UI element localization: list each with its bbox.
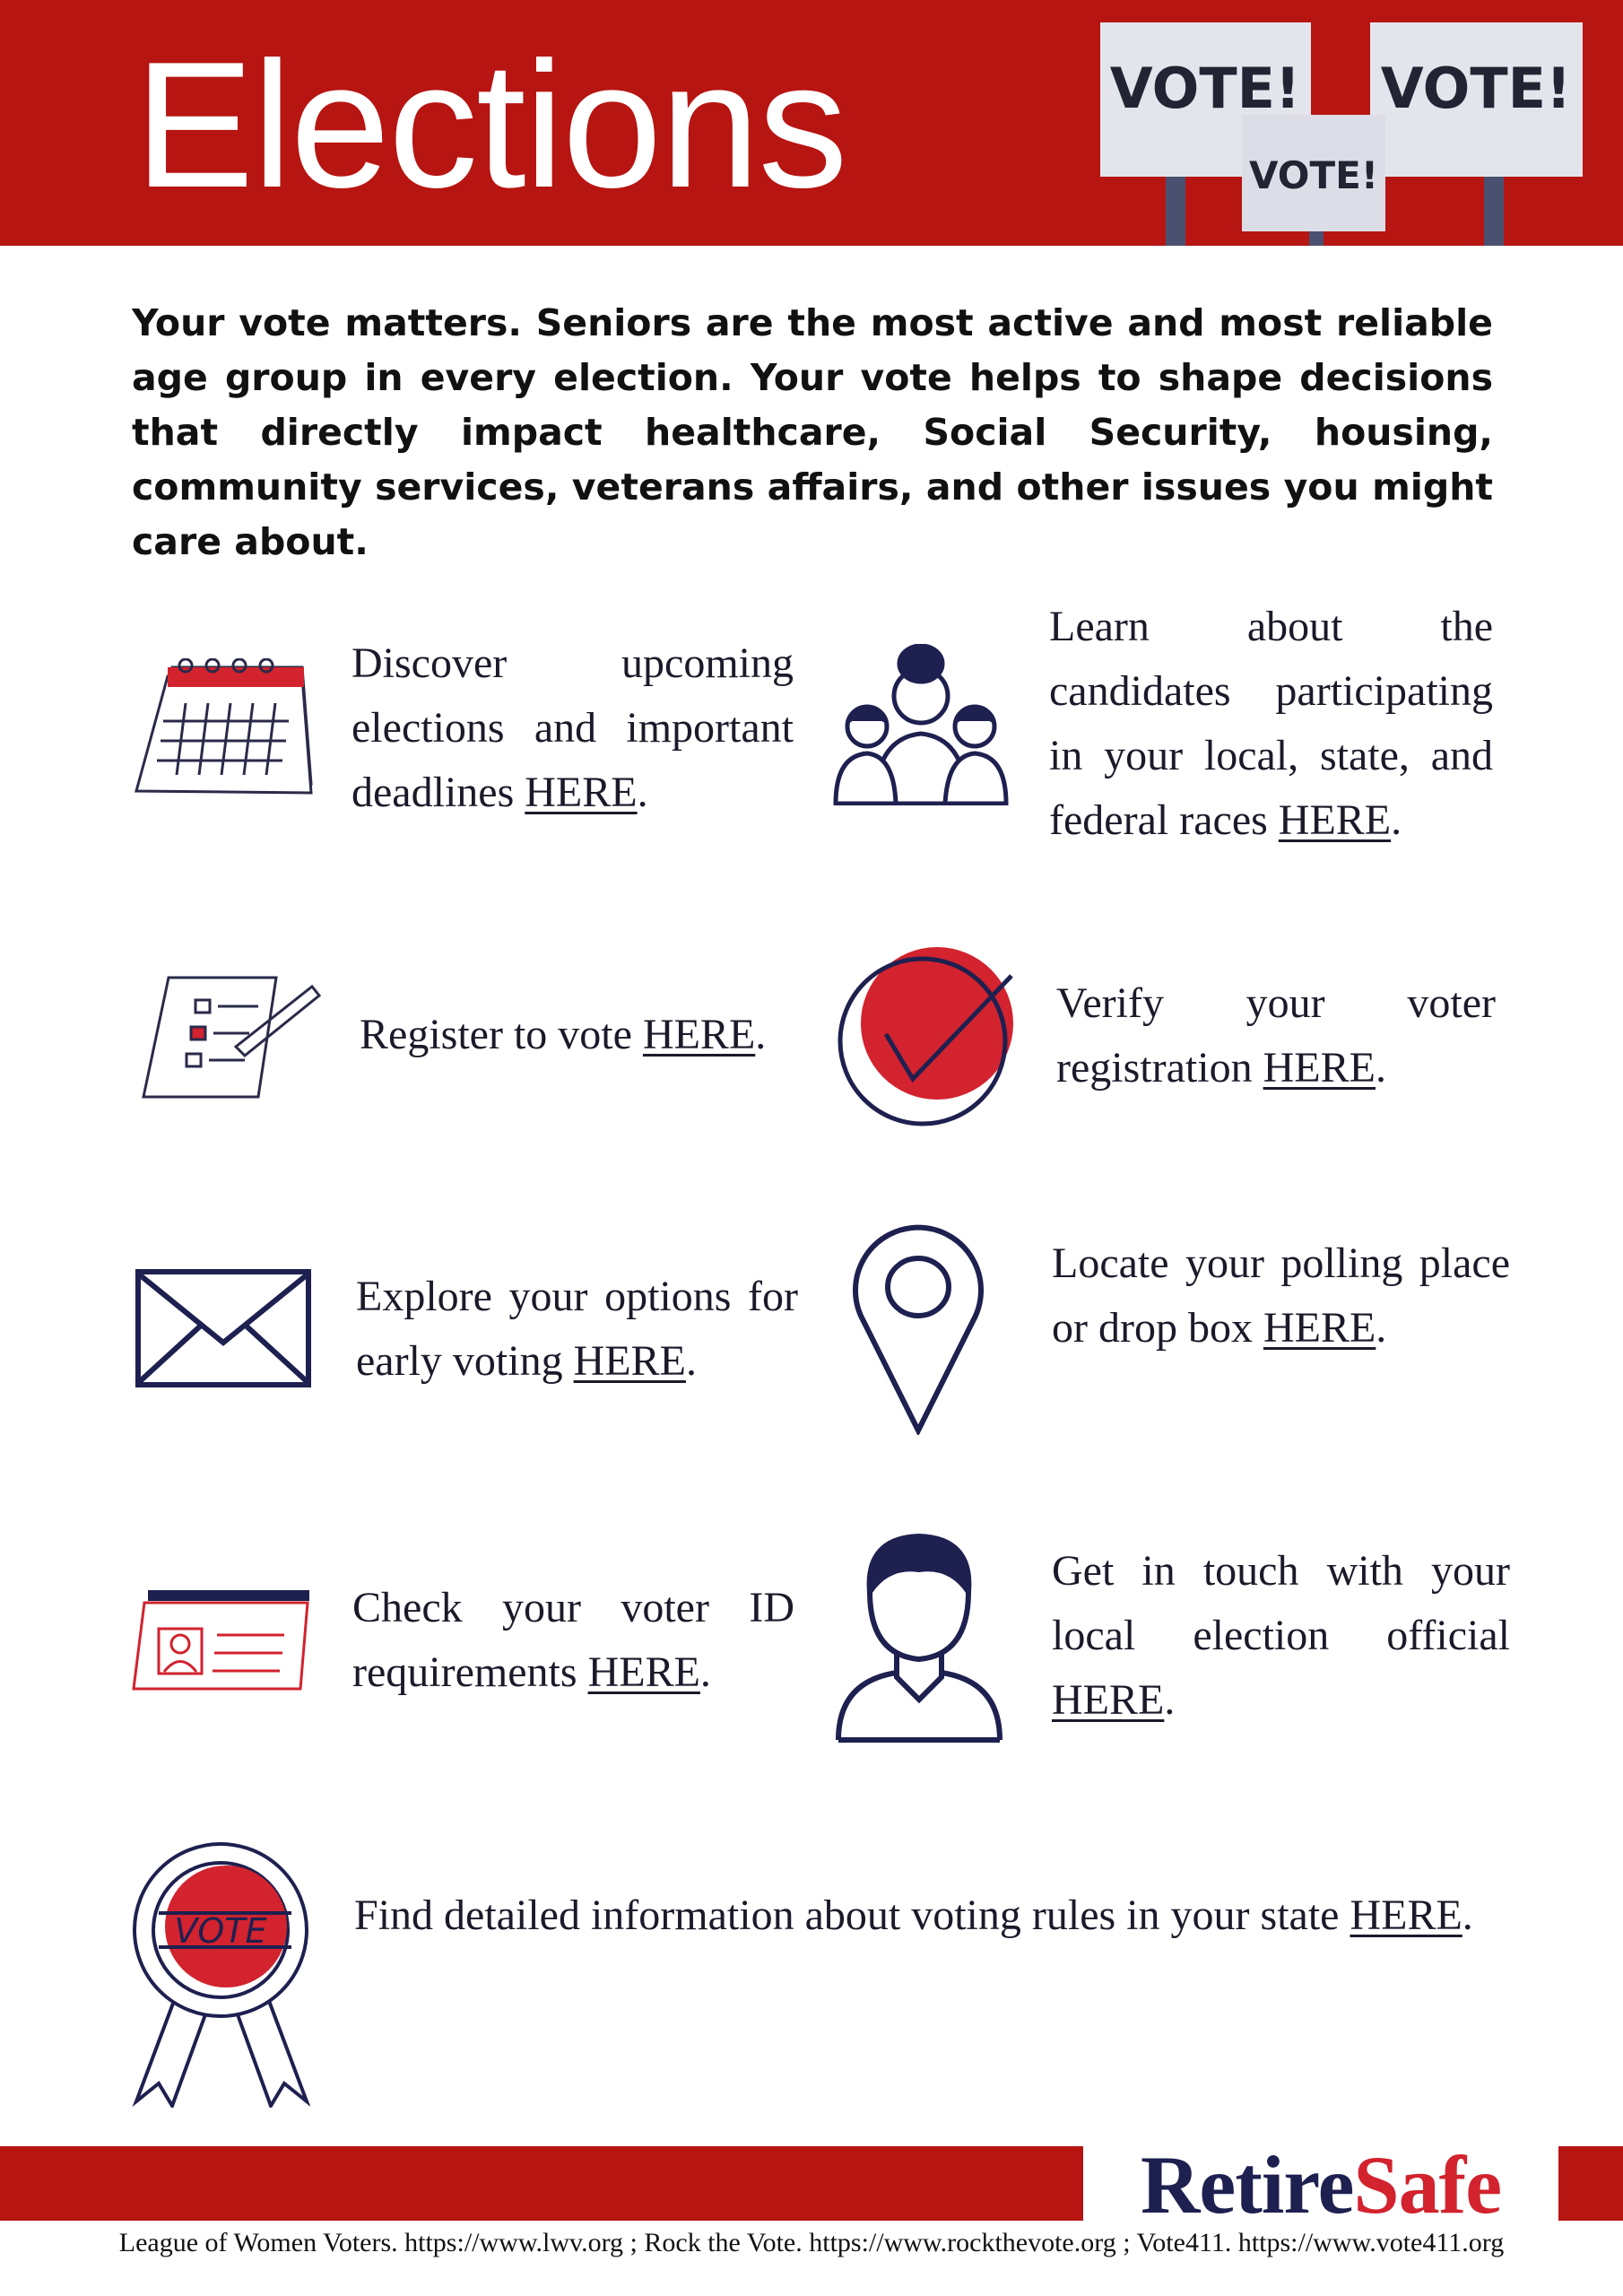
here-link[interactable]: HERE (1263, 1304, 1376, 1352)
item-upcoming-elections (352, 631, 794, 825)
retiresafe-logo (1083, 2139, 1558, 2231)
vote-ribbon-icon (132, 1841, 310, 2108)
item-state-rules (354, 1883, 1510, 1948)
location-pin-icon (853, 1222, 984, 1435)
item-text: Discover upcoming elections and important deadlines (352, 639, 794, 816)
item-text: Find detailed information about voting rules in your state (354, 1892, 1350, 1939)
sign-text: VOTE! (1109, 56, 1301, 121)
sign-text: VOTE! (1380, 56, 1572, 121)
here-link[interactable]: HERE (1350, 1892, 1462, 1939)
item-verify-registration (1056, 971, 1496, 1100)
candidates-group-icon (831, 644, 1010, 805)
item-suffix: . (1376, 1304, 1387, 1352)
item-suffix: . (1164, 1676, 1176, 1724)
item-voter-id (352, 1576, 794, 1705)
item-suffix: . (1462, 1892, 1473, 1939)
item-text: Check your voter ID requirements (352, 1584, 794, 1696)
vote-badge-text: VOTE (174, 1911, 267, 1951)
item-election-official (1052, 1539, 1510, 1733)
item-candidates (1049, 595, 1493, 853)
logo-part-safe: Safe (1353, 2139, 1502, 2231)
item-suffix: . (637, 769, 648, 816)
here-link[interactable]: HERE (587, 1648, 700, 1696)
calendar-icon (132, 658, 315, 798)
item-suffix: . (1391, 796, 1402, 844)
here-link[interactable]: HERE (1263, 1044, 1376, 1091)
item-polling-place (1052, 1231, 1510, 1361)
item-early-voting (356, 1265, 798, 1394)
logo-part-retire: Retire (1140, 2139, 1354, 2231)
checkmark-circle-icon (837, 944, 1020, 1127)
item-text: Get in touch with your local election official (1052, 1547, 1510, 1659)
here-link[interactable]: HERE (642, 1011, 756, 1058)
item-register (360, 1003, 790, 1067)
registration-form-icon (142, 973, 322, 1100)
item-text: Register to vote (360, 1011, 643, 1058)
item-text: Learn about the candidates participating in your local, state, and federal races (1049, 603, 1493, 844)
item-suffix: . (699, 1648, 711, 1696)
sign-text: VOTE! (1249, 153, 1378, 197)
envelope-icon (135, 1266, 312, 1390)
here-link[interactable]: HERE (1052, 1676, 1165, 1724)
citation: League of Women Voters. https://www.lwv.org ; Rock the Vote. https://www.rockthevote.org ; Vote411. https://www.vote411.org (118, 2228, 1505, 2257)
item-text: Explore your options for early voting (356, 1273, 798, 1385)
here-link[interactable]: HERE (1278, 796, 1392, 844)
here-link[interactable]: HERE (525, 769, 638, 816)
item-suffix: . (685, 1337, 697, 1385)
item-suffix: . (755, 1011, 767, 1058)
id-card-icon (132, 1588, 312, 1691)
item-text: Verify your voter registration (1056, 979, 1496, 1091)
here-link[interactable]: HERE (573, 1337, 686, 1385)
header-banner (0, 0, 1623, 246)
intro-paragraph: Your vote matters. Seniors are the most active and most reliable age group in every election. Your vote helps to shape decisions that directly impact healthcare, Social Security, housing, community services, veterans affairs, and other issues you might care about. (132, 301, 1493, 563)
item-suffix: . (1375, 1044, 1386, 1091)
vote-signs-image (1085, 18, 1605, 246)
person-icon (834, 1529, 1004, 1744)
item-text: Locate your polling place or drop box (1052, 1239, 1510, 1352)
page-title: Elections (135, 25, 846, 225)
